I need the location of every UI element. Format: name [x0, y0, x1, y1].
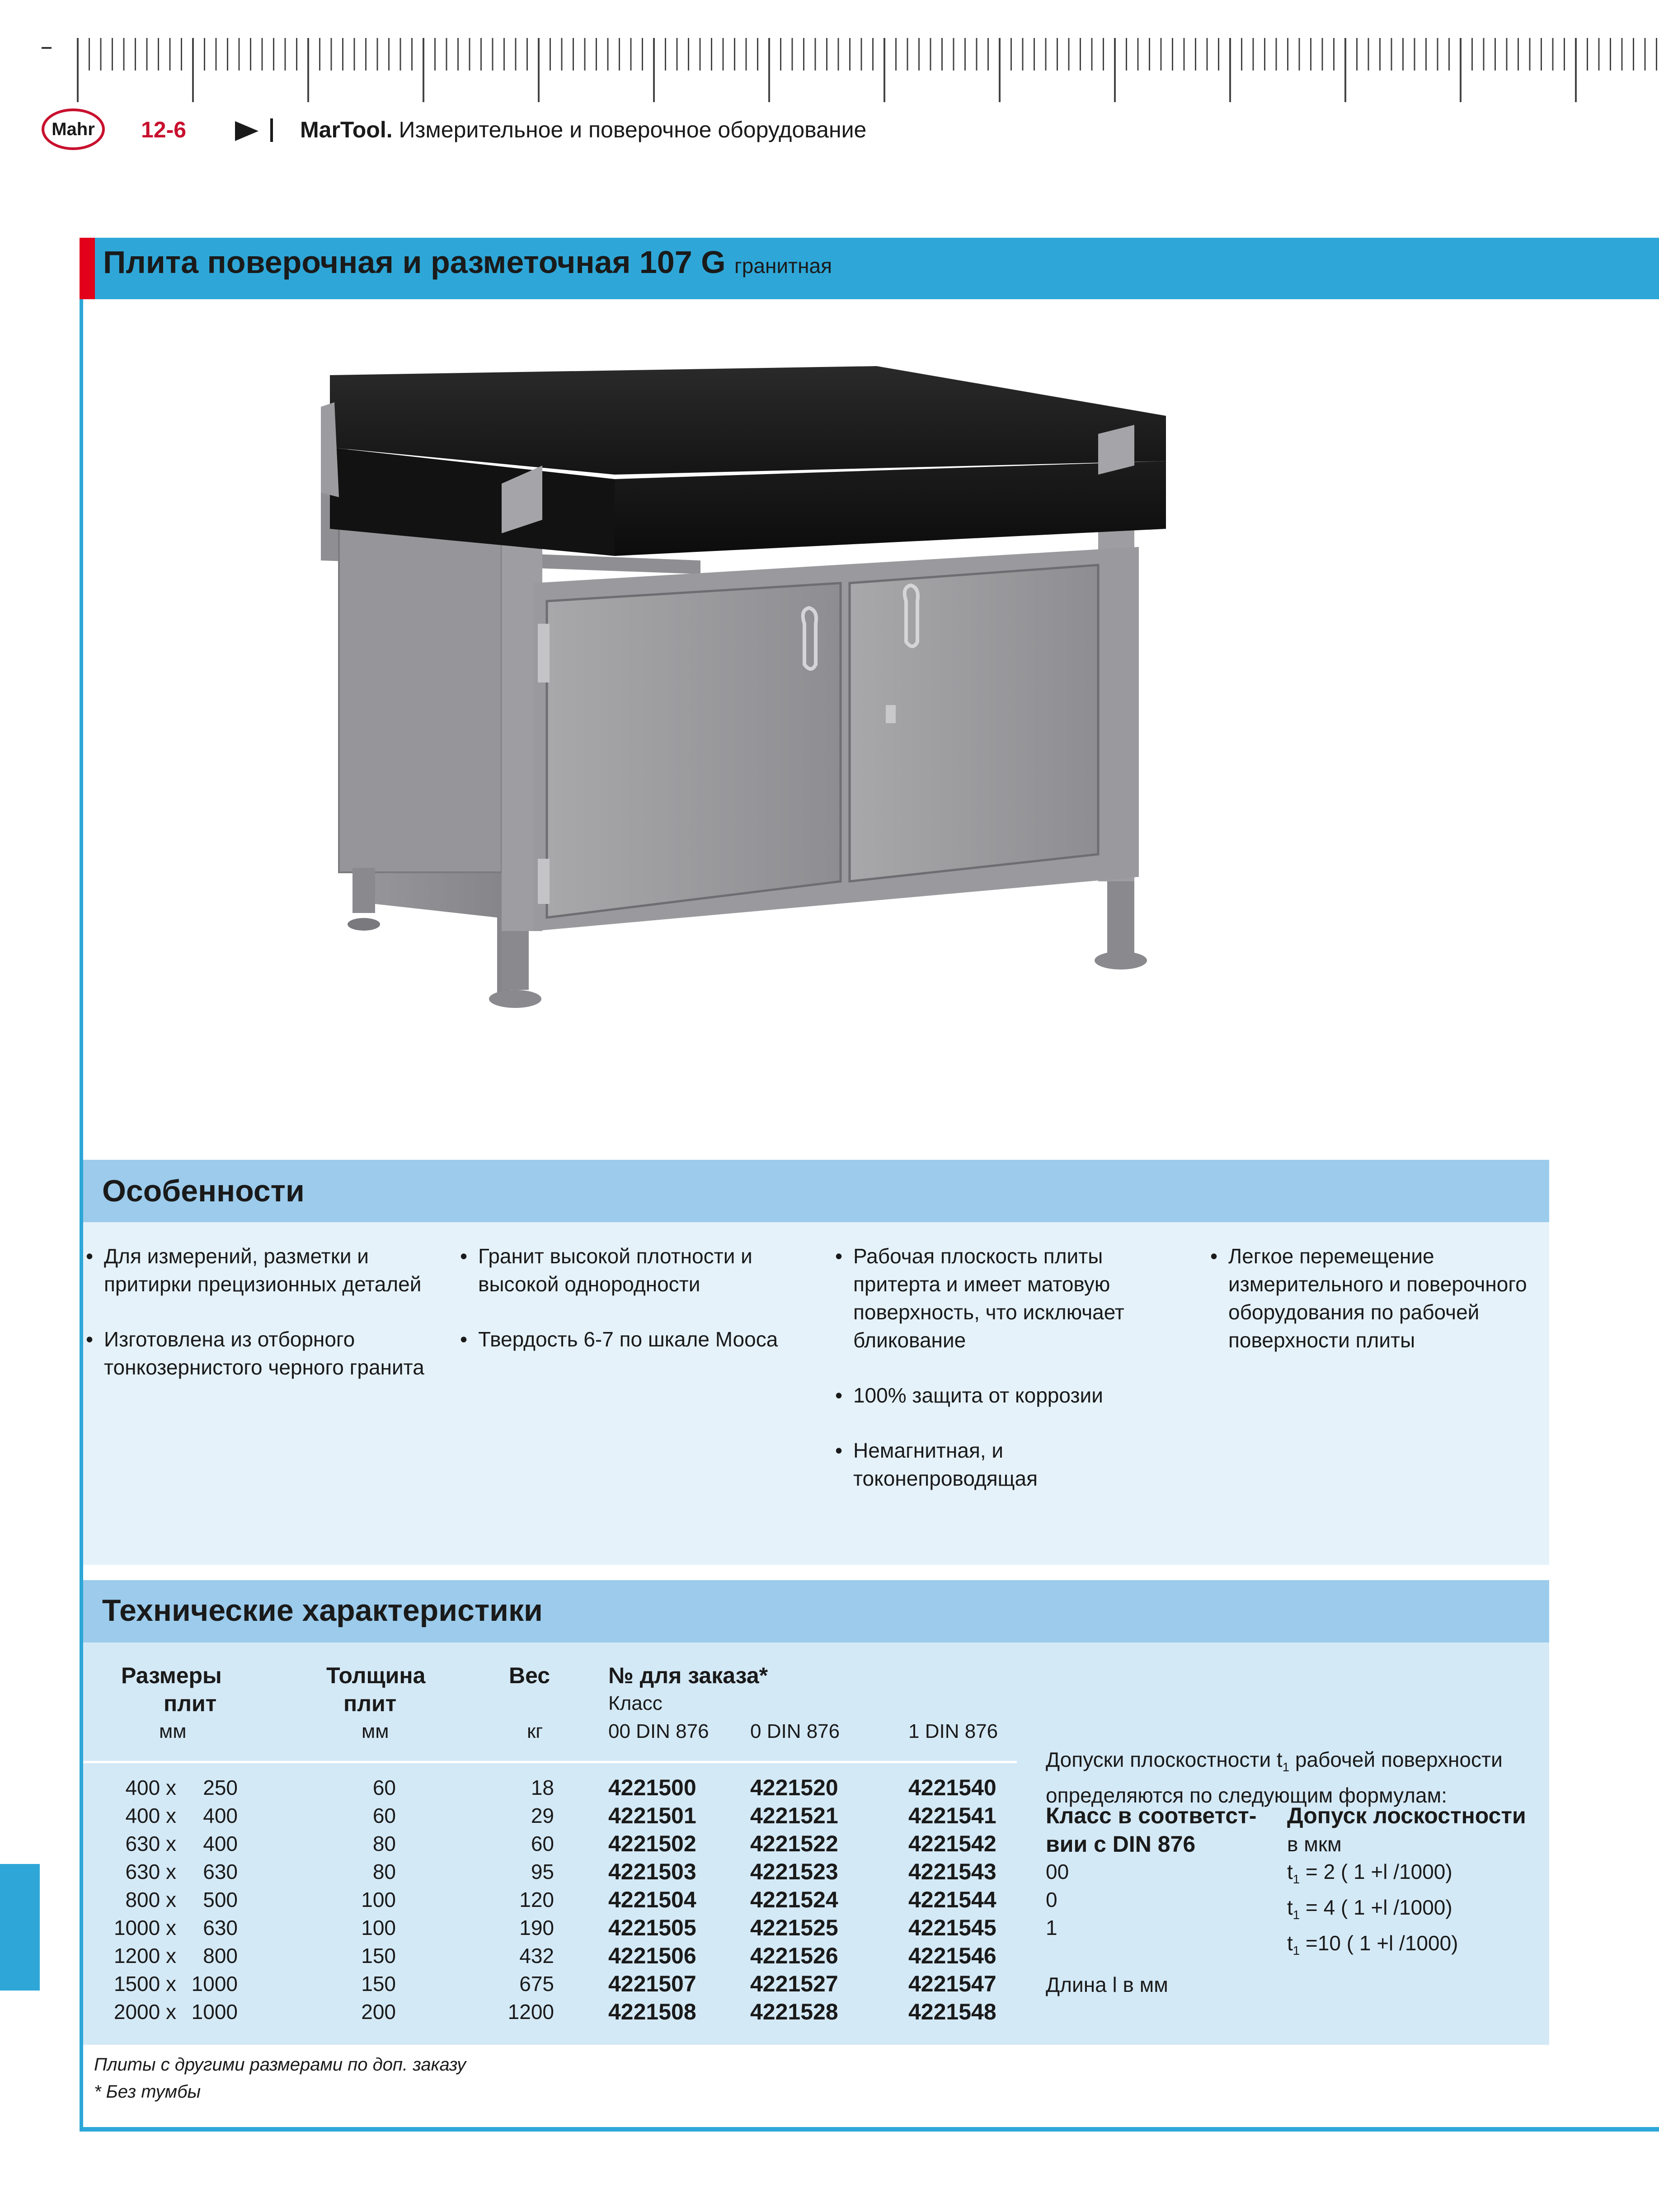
table-cell: 4221545: [908, 1915, 996, 1940]
order-00-column: [608, 1774, 696, 2026]
col-thick-label: Толщина: [326, 1663, 426, 1688]
play-arrow-icon: [235, 121, 258, 141]
order-0-column: [750, 1774, 838, 2026]
table-cell: 1500 x: [113, 1972, 176, 1996]
tolerance-formula: $t_1 = 2$ ( 1 +l /1000): [1287, 1860, 1452, 1887]
features-col-2: [460, 1242, 804, 1380]
table-cell: 432: [519, 1944, 554, 1967]
features-col-1: [86, 1242, 429, 1408]
ruler: [77, 27, 1659, 104]
table-cell: 4221523: [750, 1859, 838, 1884]
page-number: 12-6: [141, 117, 187, 142]
title-bar-accent: [80, 238, 95, 299]
frame-left-border: [80, 238, 83, 2132]
col-weight-unit: кг: [527, 1720, 543, 1742]
tolerance-class: 0: [1046, 1888, 1057, 1911]
table-cell: 1200 x: [113, 1944, 176, 1967]
table-cell: 1000 x: [113, 1916, 176, 1939]
table-cell: 4221547: [908, 1971, 996, 1996]
feature-item: • Рабочая плоскость плиты притерта и имеет матовую поверхность, что исключает бликование: [835, 1242, 1161, 1354]
tolerance-formula: $t_1 =10$ ( 1 +l /1000): [1287, 1931, 1458, 1958]
table-cell: 150: [361, 1972, 396, 1996]
granite-plate-cabinet-image: [307, 348, 1189, 1058]
table-cell: 4221527: [750, 1971, 838, 1996]
order-1-column: [908, 1774, 996, 2026]
table-cell: 190: [519, 1916, 554, 1939]
table-cell: 4221500: [608, 1775, 696, 1800]
table-cell: 400 x: [125, 1776, 176, 1799]
table-cell: 630: [203, 1860, 238, 1883]
table-cell: 4221524: [750, 1887, 838, 1912]
footnote-no-cabinet: * Без тумбы: [94, 2082, 201, 2102]
tolerance-intro: Допуски плоскостности $t_1$ рабочей поверхности определяются по следующим формулам:: [1046, 1748, 1503, 1807]
table-cell: 400 x: [125, 1804, 176, 1827]
header-subtitle: Измерительное и поверочное оборудование: [399, 117, 867, 142]
feature-item: • Легкое перемещение измерительного и поверочного оборудования по рабочей поверхности плиты: [1210, 1242, 1536, 1354]
table-cell: 4221501: [608, 1803, 696, 1828]
table-cell: 400: [203, 1804, 238, 1827]
table-cell: 400: [203, 1832, 238, 1855]
table-cell: 4221520: [750, 1775, 838, 1800]
table-cell: 800: [203, 1944, 238, 1967]
class-1-label: 1 DIN 876: [908, 1720, 998, 1742]
tolerance-class-values: [1046, 1858, 1069, 1942]
table-cell: 95: [531, 1860, 554, 1883]
col-thick-label-2: плит: [343, 1691, 397, 1716]
col-size-unit: мм: [159, 1720, 187, 1742]
table-cell: 4221521: [750, 1803, 838, 1828]
table-cell: 1200: [508, 2000, 554, 2024]
table-cell: 4221506: [608, 1943, 696, 1968]
table-cell: 150: [361, 1944, 396, 1967]
col-size-label: Размеры: [121, 1663, 222, 1688]
table-cell: 630: [203, 1916, 238, 1939]
tolerance-formula: $t_1 = 4$ ( 1 +l /1000): [1287, 1896, 1452, 1922]
features-col-4: [1210, 1242, 1536, 1381]
table-cell: 200: [361, 2000, 396, 2024]
brand: MarTool.: [300, 117, 393, 142]
table-cell: 4221526: [750, 1943, 838, 1968]
class-00-label: 00 DIN 876: [608, 1720, 709, 1742]
header-title: [300, 117, 866, 143]
table-cell: 4221540: [908, 1775, 996, 1800]
footnote-sizes: Плиты с другими размерами по доп. заказу: [94, 2055, 466, 2075]
size-b-column: [181, 1774, 238, 2026]
table-cell: 250: [203, 1776, 238, 1799]
table-cell: 500: [203, 1888, 238, 1911]
table-cell: 100: [361, 1888, 396, 1911]
mahr-logo: Mahr: [42, 108, 105, 150]
table-cell: 1000: [191, 1972, 238, 1996]
tolerance-tol-head: Допуск лоскостности в мкм: [1287, 1803, 1526, 1856]
tolerance-class-head: Класс в соответст- вии с DIN 876: [1046, 1803, 1257, 1857]
frame-bottom-border: [80, 2127, 1659, 2132]
size-a-column: [108, 1774, 176, 2026]
table-cell: 4221543: [908, 1859, 996, 1884]
table-cell: 630 x: [125, 1832, 176, 1855]
table-cell: 675: [519, 1972, 554, 1996]
tolerance-class: 00: [1046, 1860, 1069, 1883]
table-cell: 80: [372, 1832, 396, 1855]
table-cell: 4221546: [908, 1943, 996, 1968]
col-thick-unit: мм: [362, 1720, 389, 1742]
table-cell: 4221525: [750, 1915, 838, 1940]
table-cell: 4221508: [608, 1999, 696, 2024]
table-cell: 4221502: [608, 1831, 696, 1856]
table-cell: 4221541: [908, 1803, 996, 1828]
table-cell: 4221503: [608, 1859, 696, 1884]
table-cell: 630 x: [125, 1860, 176, 1883]
table-cell: 60: [372, 1804, 396, 1827]
ruler-dash: [42, 47, 52, 49]
page-title: Плита поверочная и разметочная 107 G гранитная: [103, 245, 832, 280]
side-tab: [0, 1864, 40, 1991]
table-cell: 60: [531, 1832, 554, 1855]
table-cell: 4221548: [908, 1999, 996, 2024]
col-size-label-2: плит: [164, 1691, 217, 1716]
table-cell: 60: [372, 1776, 396, 1799]
feature-item: • Для измерений, разметки и притирки прецизионных деталей: [86, 1242, 429, 1298]
table-separator: [83, 1761, 1017, 1763]
features-col-3: [835, 1242, 1161, 1520]
table-cell: 4221505: [608, 1915, 696, 1940]
feature-item: • Твердость 6-7 по шкале Мооса: [460, 1325, 804, 1353]
feature-item: • 100% защита от коррозии: [835, 1381, 1161, 1409]
divider-bar: [270, 118, 273, 142]
page-title-sub: гранитная: [734, 254, 832, 278]
col-order-label: № для заказа*: [608, 1663, 768, 1688]
tolerance-formulas: [1287, 1858, 1458, 1965]
features-heading: Особенности: [102, 1174, 305, 1208]
specs-heading: Технические характеристики: [102, 1593, 543, 1628]
feature-item: • Гранит высокой плотности и высокой однородности: [460, 1242, 804, 1298]
table-cell: 2000 x: [113, 2000, 176, 2024]
table-cell: 4221544: [908, 1887, 996, 1912]
table-cell: 4221522: [750, 1831, 838, 1856]
table-cell: 100: [361, 1916, 396, 1939]
table-cell: 800 x: [125, 1888, 176, 1911]
table-cell: 120: [519, 1888, 554, 1911]
col-weight-label: Вес: [509, 1663, 550, 1688]
table-cell: 80: [372, 1860, 396, 1883]
table-cell: 1000: [191, 2000, 238, 2024]
table-cell: 4221542: [908, 1831, 996, 1856]
table-cell: 29: [531, 1804, 554, 1827]
table-cell: 4221504: [608, 1887, 696, 1912]
table-cell: 4221528: [750, 1999, 838, 2024]
length-note: Длина l в мм: [1046, 1973, 1168, 1996]
feature-item: • Немагнитная, и токонепроводящая: [835, 1436, 1161, 1492]
class-0-label: 0 DIN 876: [750, 1720, 840, 1742]
tolerance-class: 1: [1046, 1916, 1057, 1939]
feature-item: • Изготовлена из отборного тонкозернистого черного гранита: [86, 1325, 429, 1381]
weight-column: [470, 1774, 554, 2026]
table-cell: 18: [531, 1776, 554, 1799]
table-cell: 4221507: [608, 1971, 696, 1996]
col-class-label: Класс: [608, 1692, 663, 1714]
thickness-column: [316, 1774, 396, 2026]
